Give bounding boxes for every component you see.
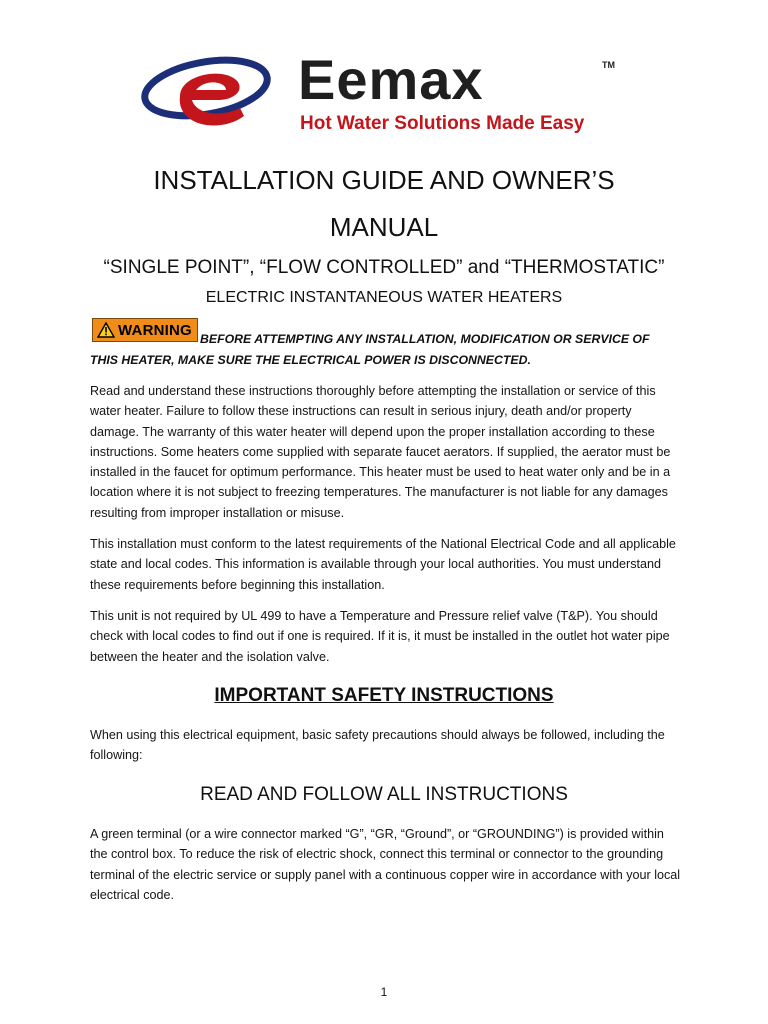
- page-title-line-2: MANUAL: [329, 212, 439, 242]
- logo-brand-text: Eemax: [298, 48, 484, 111]
- warning-text: [90, 329, 680, 371]
- logo-trademark: TM: [602, 60, 615, 70]
- warning-badge-label: WARNING: [118, 321, 192, 339]
- relief-valve-paragraph: This unit is not required by UL 499 to have a Temperature and Pressure relief valve (T&P). You should check with local codes to find out if one is required. If it is, it must be installed in the outlet hot water pipe between the heater and the isolation valve.: [90, 609, 670, 664]
- safety-intro-paragraph: When using this electrical equipment, basic safety precautions should always be followed, including the following:: [90, 728, 665, 763]
- grounding-paragraph: A green terminal (or a wire connector marked “G”, “GR, “Ground”, or “GROUNDING”) is provided within the control box. To reduce the risk of electric shock, connect this terminal or connector to the grounding terminal of the electric service or supply panel with a continuous copper wire in accordance with your local electrical code.: [90, 827, 681, 902]
- eemax-swoosh-icon: [140, 44, 290, 142]
- page-number: 1: [380, 985, 388, 999]
- logo-tagline: Hot Water Solutions Made Easy: [300, 113, 585, 134]
- safety-heading: IMPORTANT SAFETY INSTRUCTIONS: [214, 685, 554, 706]
- follow-instructions-heading: READ AND FOLLOW ALL INSTRUCTIONS: [200, 784, 568, 805]
- product-category-subtitle: ELECTRIC INSTANTANEOUS WATER HEATERS: [205, 289, 563, 306]
- product-types-subtitle: “SINGLE POINT”, “FLOW CONTROLLED” and “THERMOSTATIC”: [103, 257, 665, 278]
- intro-paragraph: Read and understand these instructions thoroughly before attempting the installation or service of this water heater. Failure to follow these instructions can result in serious injury, death and/or property damage. The warranty of this water heater will depend upon the proper installation according to these instructions. Some heaters come supplied with separate faucet aerators. If supplied, the aerator must be installed in the faucet for optimum performance. This heater must be used to heat water only and be in a location where it is not subject to freezing temperatures. The manufacturer is not liable for any damages resulting from improper installation or misuse.: [90, 384, 671, 520]
- code-compliance-paragraph: This installation must conform to the latest requirements of the National Electrical Code and all applicable state and local codes. This information is available through your local authorities. You must understand these requirements before beginning this installation.: [90, 537, 676, 592]
- eemax-logo: [140, 44, 620, 142]
- page-title-line-1: INSTALLATION GUIDE AND OWNER’S: [153, 165, 615, 195]
- warning-message: BEFORE ATTEMPTING ANY INSTALLATION, MODIFICATION OR SERVICE OF THIS HEATER, MAKE SURE THE ELECTRICAL POWER IS DISCONNECTED.: [90, 332, 650, 367]
